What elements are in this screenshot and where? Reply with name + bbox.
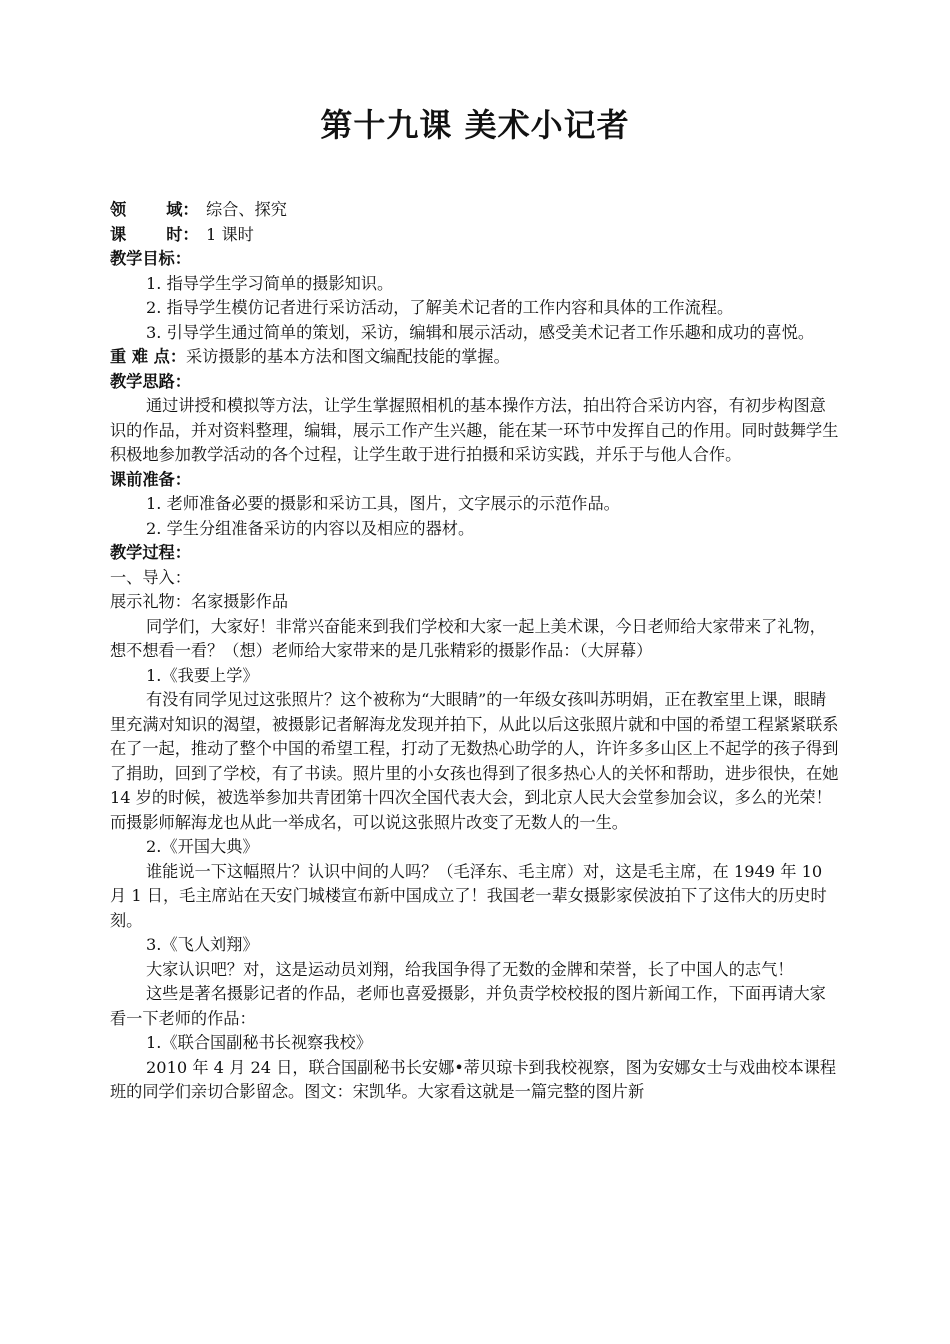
key-row bbox=[110, 345, 840, 370]
work3-title: 3.《飞人刘翔》 bbox=[146, 935, 259, 954]
hours-row bbox=[110, 223, 840, 248]
goal-item: 1. 指导学生学习简单的摄影知识。 bbox=[146, 273, 394, 293]
key-value: 采访摄影的基本方法和图文编配技能的掌握。 bbox=[186, 347, 510, 366]
teacher-work1-text: 2010 年 4 月 24 日，联合国副秘书长安娜•蒂贝琼卡到我校视察，图为安娜女士与戏曲校本课程班的同学们亲切合影留念。图文：宋凯华。大家看这就是一篇完整的图片新 bbox=[110, 1057, 837, 1101]
field-label-a: 领 bbox=[110, 200, 127, 219]
teacher-text: 这些是著名摄影记者的作品，老师也喜爱摄影，并负责学校校报的图片新闻工作，下面再请大家看一下老师的作品： bbox=[110, 984, 826, 1028]
prep-item: 1. 老师准备必要的摄影和采访工具，图片，文字展示的示范作品。 bbox=[146, 494, 620, 513]
teacher-work1-title: 1.《联合国副秘书长视察我校》 bbox=[146, 1033, 372, 1052]
work2-title: 2.《开国大典》 bbox=[146, 837, 259, 856]
goal-item: 3. 引导学生通过简单的策划，采访，编辑和展示活动，感受美术记者工作乐趣和成功的喜悦。 bbox=[146, 322, 815, 342]
hours-label-a: 课 bbox=[110, 224, 127, 244]
work1-text: 有没有同学见过这张照片？这个被称为“大眼睛”的一年级女孩叫苏明娟，正在教室里上课，眼睛里充满对知识的渴望，被摄影记者解海龙发现并拍下，从此以后这张照片就和中国的希望工程紧紧联系在了一起，推动了整个中国的希望工程，打动了无数热心助学的人，许许多多山区上不起学的孩子得到了捐助，回到了学校，有了书读。照片里的小女孩也得到了很多热心人的关怀和帮助，进步很快，在她 14 岁的时候，被选举参加共青团第十四次全国代表大会，到北京人民大会堂参加会议，多么的光荣！而摄影师解海龙也从此一举成名，可以说这张照片改变了无数人的一生。 bbox=[110, 690, 839, 832]
field-label-b: 域： bbox=[166, 200, 199, 219]
field-row bbox=[110, 198, 840, 223]
lesson-title: 第十九课 美术小记者 bbox=[320, 106, 630, 144]
work3-text: 大家认识吧？对，这是运动员刘翔，给我国争得了无数的金牌和荣誉，长了中国人的志气！ bbox=[146, 959, 794, 979]
prep-item: 2. 学生分组准备采访的内容以及相应的器材。 bbox=[146, 518, 475, 538]
approach-heading: 教学思路： bbox=[110, 371, 191, 391]
work1-title: 1.《我要上学》 bbox=[146, 665, 259, 685]
goals-heading: 教学目标： bbox=[110, 249, 191, 268]
hours-value: 1 课时 bbox=[206, 224, 254, 244]
process-heading: 教学过程： bbox=[110, 543, 191, 562]
goal-item: 2. 指导学生模仿记者进行采访活动，了解美术记者的工作内容和具体的工作流程。 bbox=[146, 298, 734, 317]
approach-text: 通过讲授和模拟等方法，让学生掌握照相机的基本操作方法，拍出符合采访内容，有初步构图意识的作品，并对资料整理，编辑，展示工作产生兴趣，能在某一环节中发挥自己的作用。同时鼓舞学生积极地参加教学活动的各个过程，让学生敢于进行拍摄和采访实践，并乐于与他人合作。 bbox=[110, 396, 839, 464]
gift-line: 展示礼物：名家摄影作品 bbox=[110, 592, 289, 611]
section-intro-heading: 一、导入： bbox=[110, 567, 191, 587]
intro-paragraph: 同学们，大家好！非常兴奋能来到我们学校和大家一起上美术课，今日老师给大家带来了礼物，想不想看一看？（想）老师给大家带来的是几张精彩的摄影作品：（大屏幕） bbox=[110, 616, 826, 660]
field-value: 综合、探究 bbox=[206, 200, 287, 219]
work2-text: 谁能说一下这幅照片？认识中间的人吗？（毛泽东、毛主席）对，这是毛主席，在 1949 年 10 月 1 日，毛主席站在天安门城楼宣布新中国成立了！我国老一辈女摄影家侯波拍下了这伟大的历史时刻。 bbox=[110, 861, 827, 930]
prep-heading: 课前准备： bbox=[110, 469, 191, 489]
key-label: 重 难 点： bbox=[110, 347, 187, 366]
lesson-body bbox=[110, 198, 840, 1105]
hours-label-b: 时： bbox=[166, 224, 199, 244]
